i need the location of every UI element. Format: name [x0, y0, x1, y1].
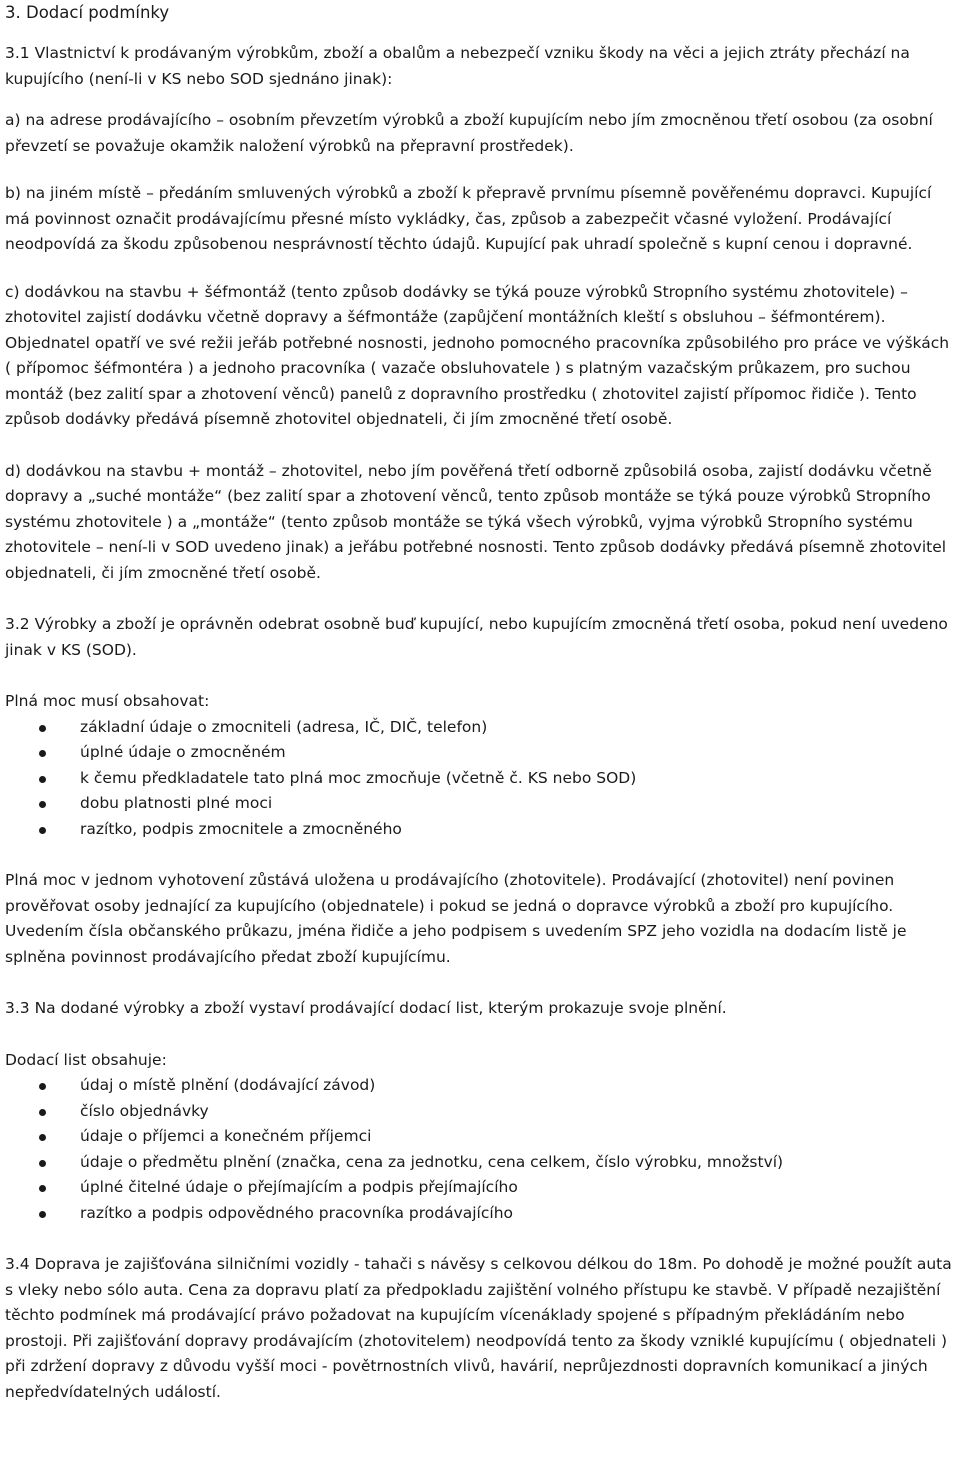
list-item: základní údaje o zmocniteli (adresa, IČ, DIČ, telefon) [5, 715, 952, 741]
list-item: číslo objednávky [5, 1099, 952, 1125]
section-title: 3. Dodací podmínky [5, 3, 170, 22]
list-item: úplné čitelné údaje o přejímajícím a podpis přejímajícího [5, 1175, 952, 1201]
bullet-icon [39, 1185, 46, 1192]
bullet-icon [39, 1109, 46, 1116]
bullet-icon [39, 776, 46, 783]
list-item: k čemu předkladatele tato plná moc zmocňuje (včetně č. KS nebo SOD) [5, 766, 952, 792]
bullet-icon [39, 1160, 46, 1167]
delivery-note-list [5, 1073, 952, 1226]
bullet-icon [39, 1134, 46, 1141]
paragraph-3-4: 3.4 Doprava je zajišťována silničními vozidly - tahači s návěsy s celkovou délkou do 18m. Po dohodě je možné použít auta s vleky nebo sólo auta. Cena za dopravu platí za předpokladu zajištění volného přístupu ke stavbě. V případě nezajištění těchto podmínek má prodávající právo požadovat na kupujícím vícenáklady spojené s případným překládáním nebo prostoji. Při zajišťování dopravy prodávajícím (zhotovitelem) neodpovídá tento za škody vzniklé kupujícímu ( objednateli ) při zdržení dopravy z důvodu vyšší moci - povětrnostních vlivů, havárií, neprůjezdnosti dopravních komunikací a jiných nepředvídatelných událostí. [5, 1255, 952, 1401]
list-item: údaj o místě plnění (dodávající závod) [5, 1073, 952, 1099]
bullet-icon [39, 801, 46, 808]
paragraph-3-1-c: c) dodávkou na stavbu + šéfmontáž (tento způsob dodávky se týká pouze výrobků Stropního systému zhotovitele) – zhotovitel zajistí dodávku včetně dopravy a šéfmontáže (zapůjčení montážních kleští s obsluhou – šéfmontérem). Objednatel opatří ve své režii jeřáb potřebné nosnosti, jednoho pomocného pracovníka způsobilého pro práce ve výškách ( přípomoc šéfmontéra ) a jednoho pracovníka ( vazače obsluhovatele ) s platným vazačským průkazem, pro suchou montáž (bez zalití spar a zhotovení věnců) panelů z dopravního prostředku ( zhotovitel zajistí přípomoc řidiče ). Tento způsob dodávky předává písemně zhotovitel objednateli, či jím zmocněné třetí osobě. [5, 282, 950, 428]
bullet-icon [39, 1083, 46, 1090]
paragraph-3-3: 3.3 Na dodané výrobky a zboží vystaví prodávající dodací list, kterým prokazuje svoje plnění. [5, 999, 727, 1017]
list-item: dobu platnosti plné moci [5, 791, 952, 817]
bullet-icon [39, 1211, 46, 1218]
list-item: úplné údaje o zmocněném [5, 740, 952, 766]
paragraph-3-1-a: a) na adrese prodávajícího – osobním převzetím výrobků a zboží kupujícím nebo jím zmocněnou třetí osobou (za osobní převzetí se považuje okamžik naložení výrobků na přepravní prostředek). [5, 111, 933, 155]
list-item: razítko, podpis zmocnitele a zmocněného [5, 817, 952, 843]
paragraph-3-1-intro: 3.1 Vlastnictví k prodávaným výrobkům, zboží a obalům a nebezpečí vzniku škody na věci a jejich ztráty přechází na kupujícího (není-li v KS nebo SOD sjednáno jinak): [5, 44, 910, 88]
paragraph-3-1-b: b) na jiném místě – předáním smluvených výrobků a zboží k přepravě prvnímu písemně pověřenému dopravci. Kupující má povinnost označit prodávajícímu přesné místo vykládky, čas, způsob a zabezpečit včasné vyložení. Prodávající neodpovídá za škodu způsobenou nesprávností těchto údajů. Kupující pak uhradí společně s kupní cenou i dopravné. [5, 184, 932, 253]
paragraph-3-2-closing: Plná moc v jednom vyhotovení zůstává uložena u prodávajícího (zhotovitele). Prodávající (zhotovitel) není povinen prověřovat osoby jednající za kupujícího (objednatele) i pokud se jedná o dopravce výrobků a zboží pro kupujícího. Uvedením čísla občanského průkazu, jména řidiče a jeho podpisem s uvedením SPZ jeho vozidla na dodacím listě je splněna povinnost prodávajícího předat zboží kupujícímu. [5, 871, 907, 966]
paragraph-3-1-d: d) dodávkou na stavbu + montáž – zhotovitel, nebo jím pověřená třetí odborně způsobilá osoba, zajistí dodávku včetně dopravy a „suché montáže“ (bez zalití spar a zhotovení věnců, tento způsob montáže se týká pouze výrobků Stropního systému zhotovitele ) a „montáže“ (tento způsob montáže se týká všech výrobků, vyjma výrobků Stropního systému zhotovitele – není-li v SOD uvedeno jinak) a jeřábu potřebné nosnosti. Tento způsob dodávky předává písemně zhotovitel objednateli, či jím zmocněné třetí osobě. [5, 461, 947, 582]
bullet-icon [39, 827, 46, 834]
delivery-note-list-title: Dodací list obsahuje: [5, 1050, 167, 1069]
list-item: razítko a podpis odpovědného pracovníka prodávajícího [5, 1201, 952, 1227]
power-of-attorney-list [5, 715, 952, 843]
paragraph-3-2: 3.2 Výrobky a zboží je oprávněn odebrat osobně buď kupující, nebo kupujícím zmocněná třetí osoba, pokud není uvedeno jinak v KS (SOD). [5, 615, 948, 659]
bullet-icon [39, 750, 46, 757]
bullet-icon [39, 725, 46, 732]
list-item: údaje o předmětu plnění (značka, cena za jednotku, cena celkem, číslo výrobku, množství) [5, 1150, 952, 1176]
power-of-attorney-list-title: Plná moc musí obsahovat: [5, 692, 210, 710]
list-item: údaje o příjemci a konečném příjemci [5, 1124, 952, 1150]
